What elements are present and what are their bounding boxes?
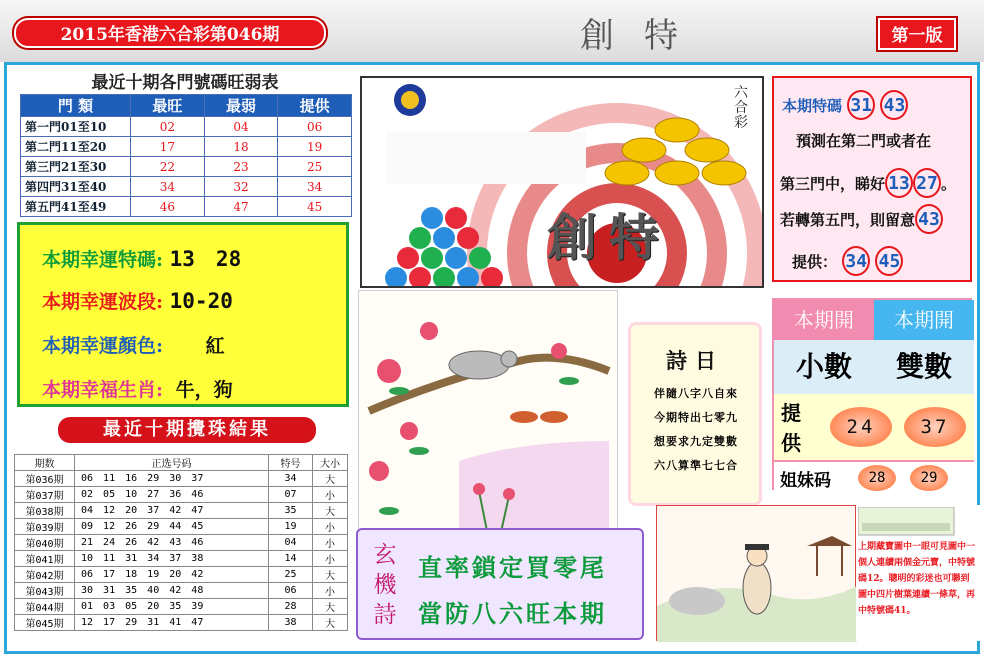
- numbers-cell: 09 12 26 29 44 45: [75, 519, 269, 535]
- poem-line: 六八算準七七合: [654, 459, 738, 472]
- lucky-range-label: 本期幸運波段:: [42, 291, 164, 313]
- tip-number: 31: [847, 90, 875, 120]
- give-number: 24: [830, 407, 892, 447]
- tip-number: 27: [913, 168, 941, 198]
- door-table-header: 最旺: [131, 95, 205, 117]
- xuanji-panel: [356, 528, 644, 640]
- tip-line-2-end: 。: [941, 175, 957, 193]
- size-cell: 小: [313, 487, 348, 503]
- issue-cell: 第039期: [15, 519, 75, 535]
- table-row: [15, 519, 348, 535]
- min-cell: 47: [204, 197, 278, 217]
- poem-line: 今期特出七零九: [654, 411, 738, 424]
- monk-illustration: [656, 505, 856, 641]
- lucky-special-row: [42, 243, 241, 273]
- page-title: 創特: [580, 16, 708, 56]
- door-table-header: 門 類: [21, 95, 131, 117]
- numbers-cell: 30 31 35 40 42 48: [75, 583, 269, 599]
- numbers-cell: 10 11 31 34 37 38: [75, 551, 269, 567]
- lucky-special-value: 13 28: [169, 247, 242, 271]
- numbers-cell: 04 12 20 37 42 47: [75, 503, 269, 519]
- table-row: [21, 157, 352, 177]
- special-cell: 38: [269, 615, 313, 631]
- table-row: [15, 599, 348, 615]
- give-cell: 34: [278, 177, 352, 197]
- results-header: 期数: [15, 455, 75, 471]
- numbers-cell: 12 17 29 31 41 47: [75, 615, 269, 631]
- size-cell: 小: [313, 519, 348, 535]
- lucky-color-value: 紅: [205, 335, 225, 357]
- issue-cell: 第044期: [15, 599, 75, 615]
- lucky-zodiac-value: 牛，狗: [175, 379, 233, 401]
- poem-panel: [628, 322, 762, 506]
- door-table-header: 提供: [278, 95, 352, 117]
- issue-cell: 第045期: [15, 615, 75, 631]
- special-cell: 35: [269, 503, 313, 519]
- lucky-color-row: [42, 331, 225, 358]
- sister-code-row: [774, 460, 974, 492]
- tip-line-3-text: 若轉第五門，則留意: [780, 211, 916, 229]
- poster-image: [360, 76, 764, 288]
- special-cell: 04: [269, 535, 313, 551]
- results-table: [14, 454, 348, 631]
- tip-panel: [772, 76, 972, 282]
- door-cell: 第三門21至30: [21, 157, 131, 177]
- issue-cell: 第040期: [15, 535, 75, 551]
- issue-cell: 第043期: [15, 583, 75, 599]
- xuanji-line: 當防八六旺本期: [418, 599, 607, 628]
- door-table-title: 最近十期各門號碼旺弱表: [91, 73, 279, 93]
- lucky-color-label: 本期幸運顏色:: [42, 335, 164, 357]
- tip-number: 34: [842, 246, 870, 276]
- note-text: 上期藏寶圖中一眼可見圖中一個人連續兩個金元寶，中特號碼12。聰明的彩迷也可聯到圖中四片樹葉連續一條草，再中特號碼41。: [858, 542, 976, 616]
- max-cell: 02: [131, 117, 205, 137]
- door-table: [20, 94, 352, 217]
- table-row: [21, 197, 352, 217]
- give-label: 提供: [774, 394, 808, 460]
- table-row: [15, 567, 348, 583]
- door-cell: 第四門31至40: [21, 177, 131, 197]
- issue-cell: 第038期: [15, 503, 75, 519]
- lucky-range-value: 10-20: [169, 289, 233, 313]
- size-cell: 大: [313, 471, 348, 487]
- results-title: 最近十期攪珠結果: [58, 417, 316, 443]
- odd-even-header: 本期開: [874, 300, 974, 340]
- numbers-cell: 21 24 26 42 43 46: [75, 535, 269, 551]
- edition-badge: 第一版: [878, 18, 956, 50]
- door-table-header: 最弱: [204, 95, 278, 117]
- numbers-cell: 02 05 10 27 36 46: [75, 487, 269, 503]
- tip-line-1: 預測在第二門或者在: [796, 132, 932, 150]
- tip-number: 43: [880, 90, 908, 120]
- note-thumbnail: [858, 507, 978, 537]
- results-header: 正选号码: [75, 455, 269, 471]
- lucky-box: [17, 222, 349, 407]
- sister-number: 28: [858, 465, 896, 491]
- poster-brand: 六合彩: [734, 85, 748, 131]
- xuanji-label: 玄機詩: [373, 542, 397, 628]
- poster-caption: 創特: [547, 208, 671, 267]
- door-cell: 第二門11至20: [21, 137, 131, 157]
- max-cell: 34: [131, 177, 205, 197]
- issue-badge: 2015年香港六合彩第046期: [14, 18, 326, 48]
- sister-number: 29: [910, 465, 948, 491]
- xuanji-line: 直率鎖定買零尾: [418, 553, 607, 582]
- tip-header: [782, 90, 908, 120]
- size-cell: 小: [313, 583, 348, 599]
- table-row: [15, 503, 348, 519]
- table-row: [21, 137, 352, 157]
- tip-number: 13: [885, 168, 913, 198]
- issue-cell: 第042期: [15, 567, 75, 583]
- tip-line-3: [780, 204, 943, 234]
- special-cell: 07: [269, 487, 313, 503]
- give-cell: 45: [278, 197, 352, 217]
- numbers-cell: 06 17 18 19 20 42: [75, 567, 269, 583]
- tip-label: 本期特碼: [782, 97, 843, 115]
- results-header: 大小: [313, 455, 348, 471]
- min-cell: 04: [204, 117, 278, 137]
- big-small-value: 小數: [774, 340, 874, 394]
- size-cell: 大: [313, 503, 348, 519]
- sister-code-label: 姐妹码: [780, 471, 831, 491]
- table-row: [15, 535, 348, 551]
- special-cell: 28: [269, 599, 313, 615]
- lucky-zodiac-row: [42, 375, 233, 402]
- table-row: [15, 615, 348, 631]
- min-cell: 18: [204, 137, 278, 157]
- table-row: [15, 471, 348, 487]
- give-number: 37: [904, 407, 966, 447]
- big-small-header: 本期開: [774, 300, 874, 340]
- odd-even-value: 雙數: [874, 340, 974, 394]
- size-cell: 大: [313, 599, 348, 615]
- min-cell: 23: [204, 157, 278, 177]
- issue-cell: 第037期: [15, 487, 75, 503]
- poem-title: 詩日: [666, 348, 724, 373]
- special-cell: 25: [269, 567, 313, 583]
- big-small-panel: [772, 298, 972, 490]
- last-issue-note: [856, 505, 980, 641]
- numbers-cell: 01 03 05 20 35 39: [75, 599, 269, 615]
- size-cell: 大: [313, 567, 348, 583]
- door-cell: 第五門41至49: [21, 197, 131, 217]
- tip-give-label: 提供：: [792, 253, 838, 271]
- issue-cell: 第036期: [15, 471, 75, 487]
- results-header: 特号: [269, 455, 313, 471]
- max-cell: 17: [131, 137, 205, 157]
- numbers-cell: 06 11 16 29 30 37: [75, 471, 269, 487]
- size-cell: 小: [313, 535, 348, 551]
- give-numbers: [808, 394, 974, 460]
- table-row: [15, 551, 348, 567]
- max-cell: 22: [131, 157, 205, 177]
- poem-line: 伴隨八字八自來: [654, 387, 738, 400]
- lucky-range-row: [42, 287, 233, 314]
- tip-line-2-text: 第三門中，睇好: [780, 175, 886, 193]
- table-row: [21, 117, 352, 137]
- table-row: [15, 583, 348, 599]
- max-cell: 46: [131, 197, 205, 217]
- size-cell: 大: [313, 615, 348, 631]
- poem-line: 想要求九定雙數: [654, 435, 738, 448]
- special-cell: 14: [269, 551, 313, 567]
- tip-line-2: [780, 168, 956, 198]
- size-cell: 小: [313, 551, 348, 567]
- issue-cell: 第041期: [15, 551, 75, 567]
- table-row: [21, 177, 352, 197]
- tip-number: 43: [915, 204, 943, 234]
- tip-number: 45: [875, 246, 903, 276]
- tip-give-row: [792, 246, 903, 276]
- lucky-special-label: 本期幸運特碼:: [42, 249, 164, 271]
- special-cell: 34: [269, 471, 313, 487]
- poster-blank-panel: [386, 132, 586, 184]
- give-cell: 06: [278, 117, 352, 137]
- min-cell: 32: [204, 177, 278, 197]
- lucky-zodiac-label: 本期幸福生肖:: [42, 379, 164, 401]
- special-cell: 06: [269, 583, 313, 599]
- special-cell: 19: [269, 519, 313, 535]
- door-cell: 第一門01至10: [21, 117, 131, 137]
- table-row: [15, 487, 348, 503]
- give-cell: 19: [278, 137, 352, 157]
- give-cell: 25: [278, 157, 352, 177]
